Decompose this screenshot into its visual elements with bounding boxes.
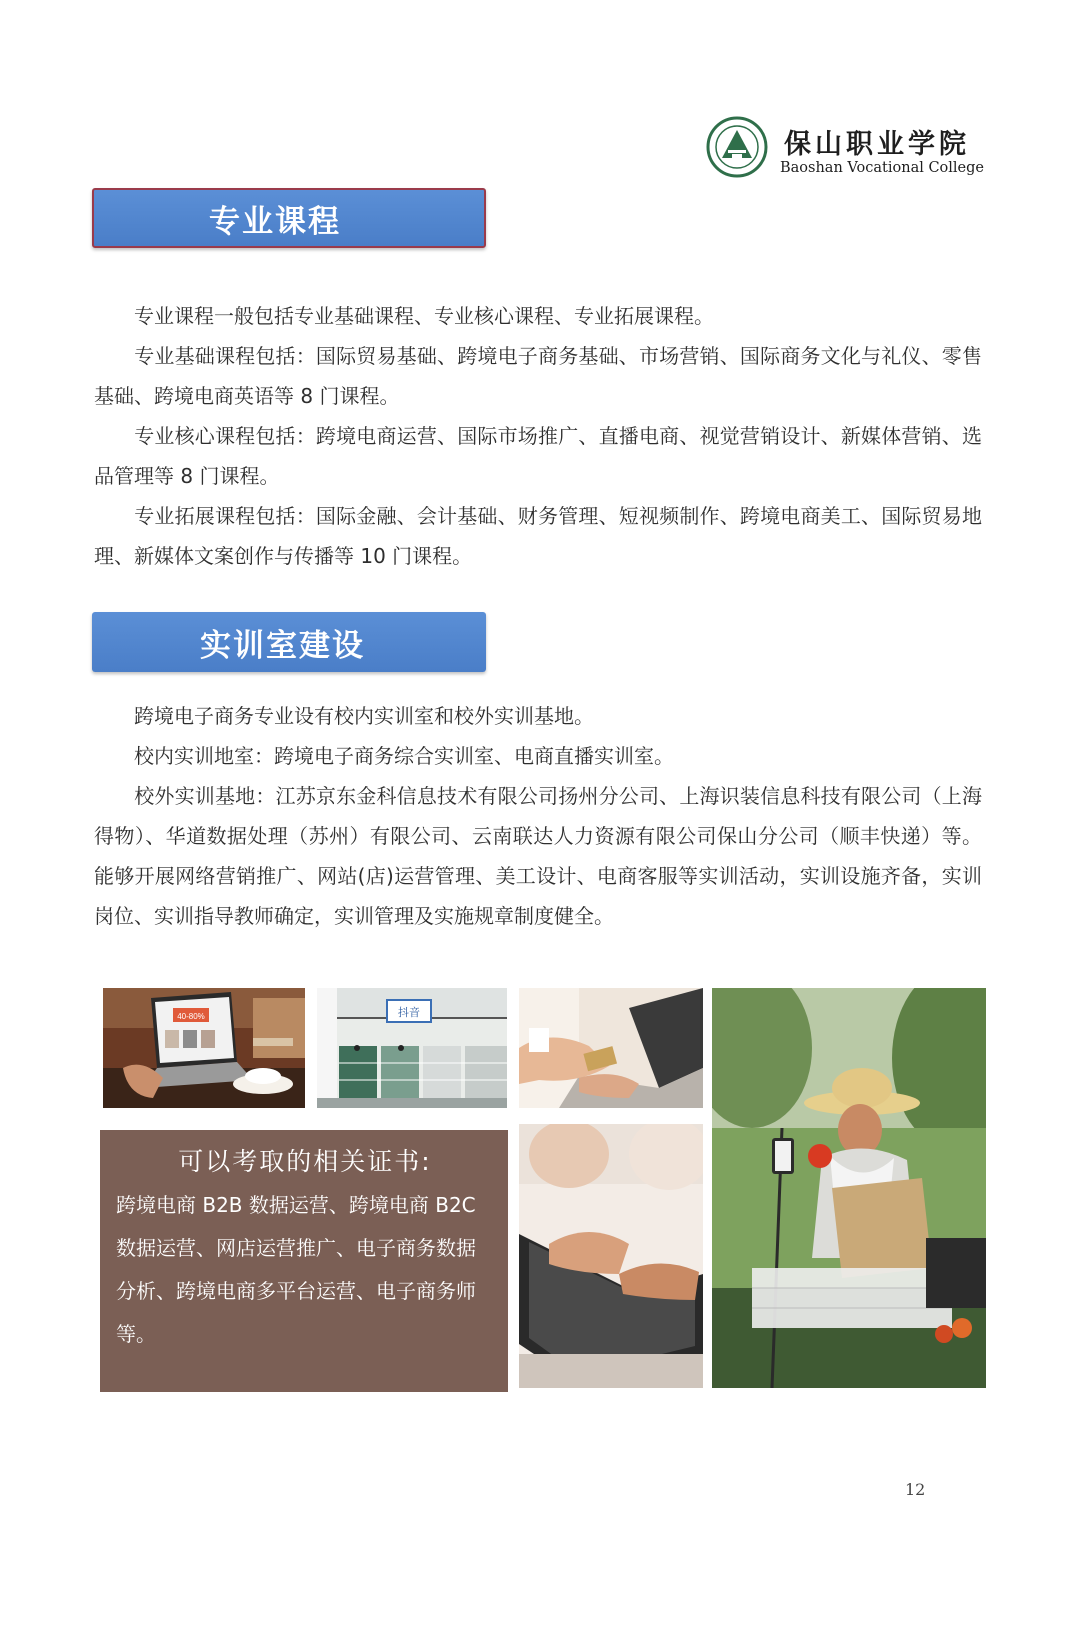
training-paragraph-3: 校外实训基地：江苏京东金科信息技术有限公司扬州分公司、上海识装信息科技有限公司（上海得物）、华道数据处理（苏州）有限公司、云南联达人力资源有限公司保山分公司（顺丰快递）等。能够开展网络营销推广、网站(店)运营管理、美工设计、电商客服等实训活动，实训设施齐备，实训岗位、实训指导教师确定，实训管理及实施规章制度健全。	[94, 784, 982, 928]
certificates-title: 可以考取的相关证书:	[178, 1147, 432, 1176]
certificates-text: 跨境电商 B2B 数据运营、跨境电商 B2C 数据运营、网店运营推广、电子商务数据分析、跨境电商多平台运营、电子商务师等。	[116, 1193, 476, 1346]
training-paragraph-2: 校内实训地室：跨境电子商务综合实训室、电商直播实训室。	[134, 744, 674, 768]
laptop-screen-text: 40-80%	[177, 1012, 205, 1021]
studio-sign-text: 抖音	[398, 1006, 420, 1019]
college-name-en: Baoshan Vocational College	[780, 160, 985, 176]
college-name-cn: 保山职业学院	[784, 129, 970, 160]
page-number: 12	[905, 1480, 926, 1499]
section-header-training-rooms: 实训室建设	[92, 612, 486, 672]
certificates-box	[100, 1130, 508, 1392]
college-emblem-icon	[706, 116, 768, 178]
photo-customer-service-typing	[519, 1124, 703, 1388]
course-paragraph-2: 专业基础课程包括：国际贸易基础、跨境电子商务基础、市场营销、国际商务文化与礼仪、零售基础、跨境电商英语等 8 门课程。	[94, 344, 982, 408]
section-header-courses: 专业课程	[92, 188, 486, 248]
course-paragraph-1: 专业课程一般包括专业基础课程、专业核心课程、专业拓展课程。	[134, 304, 714, 328]
college-logo	[706, 116, 996, 188]
photo-online-payment	[519, 988, 703, 1108]
photo-laptop-shopping	[103, 988, 305, 1108]
photo-farmer-livestream	[712, 988, 986, 1388]
course-paragraph-3: 专业核心课程包括：跨境电商运营、国际市场推广、直播电商、视觉营销设计、新媒体营销、选品管理等 8 门课程。	[94, 424, 982, 488]
training-paragraph-1: 跨境电子商务专业设有校内实训室和校外实训基地。	[134, 704, 594, 728]
course-paragraph-4: 专业拓展课程包括：国际金融、会计基础、财务管理、短视频制作、跨境电商美工、国际贸易地理、新媒体文案创作与传播等 10 门课程。	[94, 504, 982, 568]
photo-livestream-studio	[317, 988, 507, 1108]
